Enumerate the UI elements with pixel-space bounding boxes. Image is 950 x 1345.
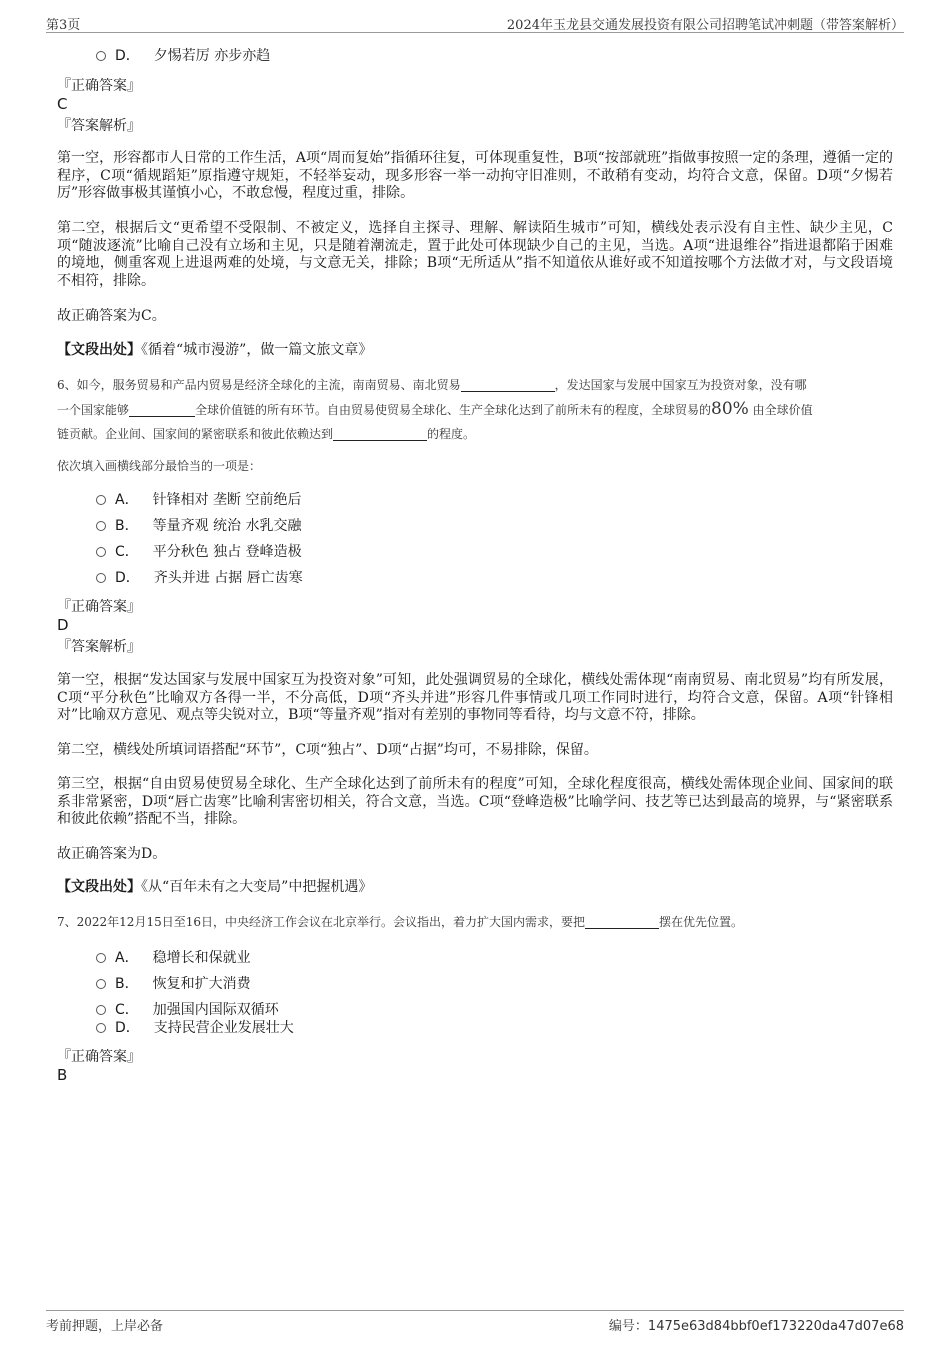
q7-correct-answer-label: 『正确答案』 <box>57 1049 141 1065</box>
option-text: 平分秋色 独占 登峰造极 <box>152 544 302 560</box>
option-text: 齐头并进 占据 唇亡齿寒 <box>153 570 303 586</box>
footer-slogan: 考前押题，上岸必备 <box>46 1319 164 1334</box>
option-letter: B． <box>115 976 139 992</box>
q5-answer: C <box>57 95 68 113</box>
q5-analysis-p2: 第二空，根据后文“更希望不受限制、不被定义，选择自主探寻、理解、解读陌生城市”可知，横线处表示没有自主性、缺少主见，C项“随波逐流”比喻自己没有立场和主见，只是随着潮流走，置于此处可体现缺少自己的主见，当选。A项“进退维谷”指进退都陷于困难的境地，侧重客观上进退两难的处境，与文意无关，排除；B项“无所适从”指不知道依从谁好或不知道按哪个方法做才对，与文段语境不相符，排除。 <box>57 220 893 289</box>
q6-option-a[interactable] <box>96 491 301 509</box>
answer-blank <box>333 426 427 441</box>
q5-source <box>57 342 893 360</box>
option-letter: D． <box>115 48 140 64</box>
q5-analysis-p1: 第一空，形容都市人日常的工作生活，A项“周而复始”指循环往复，可体现重复性，B项“按部就班”指做事按照一定的条理，遵循一定的程序，C项“循规蹈矩”原指遵守规矩，不轻举妄动，现多形容一举一动拘守旧准则，不敢稍有变动，均符合文意，保留。D项“夕惕若厉”形容做事极其谨慎小心，不敢怠慢，程度过重，排除。 <box>57 150 893 201</box>
option-letter: C． <box>115 1002 139 1018</box>
option-letter: A． <box>115 492 139 508</box>
document-code <box>609 1315 904 1334</box>
q6-option-b[interactable] <box>96 517 302 535</box>
option-letter: C． <box>115 544 139 560</box>
answer-blank <box>585 914 659 929</box>
radio-icon[interactable] <box>96 547 106 557</box>
q6-conclusion: 故正确答案为D。 <box>57 846 167 862</box>
stem-text: 摆在优先位置。 <box>659 915 744 929</box>
q5-conclusion: 故正确答案为C。 <box>57 308 166 324</box>
option-text: 加强国内国际双循环 <box>152 1002 279 1018</box>
q7-option-b[interactable] <box>96 975 251 993</box>
radio-icon[interactable] <box>96 953 106 963</box>
option-letter: B． <box>115 518 139 534</box>
radio-icon[interactable] <box>96 979 106 989</box>
document-title: 2024年玉龙县交通发展投资有限公司招聘笔试冲刺题（带答案解析） <box>506 18 904 33</box>
q6-option-d[interactable] <box>96 569 303 587</box>
page-number: 第3页 <box>46 18 81 33</box>
q7-stem <box>57 910 893 934</box>
stem-text: 6、如今，服务贸易和产品内贸易是经济全球化的主流，南南贸易、南北贸易 <box>57 378 461 392</box>
source-title: 《从“百年未有之大变局”中把握机遇》 <box>141 879 373 895</box>
q5-analysis-label: 『答案解析』 <box>57 118 141 134</box>
page-header <box>46 14 904 33</box>
radio-icon[interactable] <box>96 51 106 61</box>
q6-correct-answer-label: 『正确答案』 <box>57 599 141 615</box>
source-tag: 【文段出处】 <box>57 879 141 895</box>
option-text: 等量齐观 统治 水乳交融 <box>152 518 302 534</box>
option-letter: D． <box>115 1020 140 1036</box>
q7-option-a[interactable] <box>96 949 251 967</box>
option-text: 恢复和扩大消费 <box>152 976 251 992</box>
q6-answer: D <box>57 616 69 634</box>
q6-analysis-label: 『答案解析』 <box>57 639 141 655</box>
q7-option-c[interactable] <box>96 1001 279 1019</box>
page-footer <box>46 1310 904 1337</box>
q6-prompt: 依次填入画横线部分最恰当的一项是： <box>57 459 262 473</box>
option-letter: D． <box>115 570 140 586</box>
option-letter: A． <box>115 950 139 966</box>
q7-answer: B <box>57 1066 68 1084</box>
option-text: 支持民营企业发展壮大 <box>153 1020 294 1036</box>
source-title: 《循着“城市漫游”，做一篇文旅文章》 <box>141 342 373 358</box>
option-text: 夕惕若厉 亦步亦趋 <box>153 48 271 64</box>
source-tag: 【文段出处】 <box>57 342 141 358</box>
option-text: 稳增长和保就业 <box>152 950 251 966</box>
stem-text: 的程度。 <box>427 427 476 441</box>
stem-text: 7、2022年12月15日至16日，中央经济工作会议在北京举行。会议指出，着力扩大国内需求，要把 <box>57 915 585 929</box>
stem-text: 一个国家能够 <box>57 403 130 417</box>
stem-text: ，发达国家与发展中国家互为投资对象，没有哪 <box>554 378 807 392</box>
q6-stem <box>57 373 893 446</box>
stem-text: 链贡献。企业间、国家间的紧密联系和彼此依赖达到 <box>57 427 334 441</box>
stem-percent: 80% <box>711 399 749 419</box>
answer-blank <box>461 377 555 392</box>
q6-analysis-p1: 第一空，根据“发达国家与发展中国家互为投资对象”可知，此处强调贸易的全球化，横线处需体现“南南贸易、南北贸易”均有所发展，C项“平分秋色”比喻双方各得一半，不分高低，D项“齐头并进”形容几件事情或几项工作同时进行，均符合文意，保留。A项“针锋相对”比喻双方意见、观点等尖锐对立，B项“等量齐观”指对有差别的事物同等看待，均与文意不符，排除。 <box>57 672 893 723</box>
code-label: 编号： <box>608 1319 648 1334</box>
radio-icon[interactable] <box>96 1023 106 1033</box>
radio-icon[interactable] <box>96 495 106 505</box>
q7-option-d[interactable] <box>96 1019 294 1037</box>
q6-analysis-p2: 第二空，横线处所填词语搭配“环节”，C项“独占”、D项“占据”均可，不易排除，保留。 <box>57 742 598 758</box>
q6-option-c[interactable] <box>96 543 302 561</box>
q5-option-d[interactable] <box>96 47 270 65</box>
radio-icon[interactable] <box>96 521 106 531</box>
q6-source <box>57 879 893 897</box>
stem-text: 全球价值链的所有环节。自由贸易使贸易全球化、生产全球化达到了前所未有的程度，全球贸易的 <box>195 403 712 417</box>
code-value: 1475e63d84bbf0ef173220da47d07e68 <box>647 1319 904 1334</box>
radio-icon[interactable] <box>96 1005 106 1015</box>
q5-correct-answer-label: 『正确答案』 <box>57 78 141 94</box>
q6-analysis-p3: 第三空，根据“自由贸易使贸易全球化、生产全球化达到了前所未有的程度”可知，全球化程度很高，横线处需体现企业间、国家间的联系非常紧密，D项“唇亡齿寒”比喻利害密切相关，符合文意，当选。C项“登峰造极”比喻学问、技艺等已达到最高的境界，与“紧密联系和彼此依赖”搭配不当，排除。 <box>57 776 893 827</box>
answer-blank <box>129 402 195 417</box>
radio-icon[interactable] <box>96 573 106 583</box>
stem-text: 由全球价值 <box>752 403 813 417</box>
option-text: 针锋相对 垄断 空前绝后 <box>152 492 302 508</box>
